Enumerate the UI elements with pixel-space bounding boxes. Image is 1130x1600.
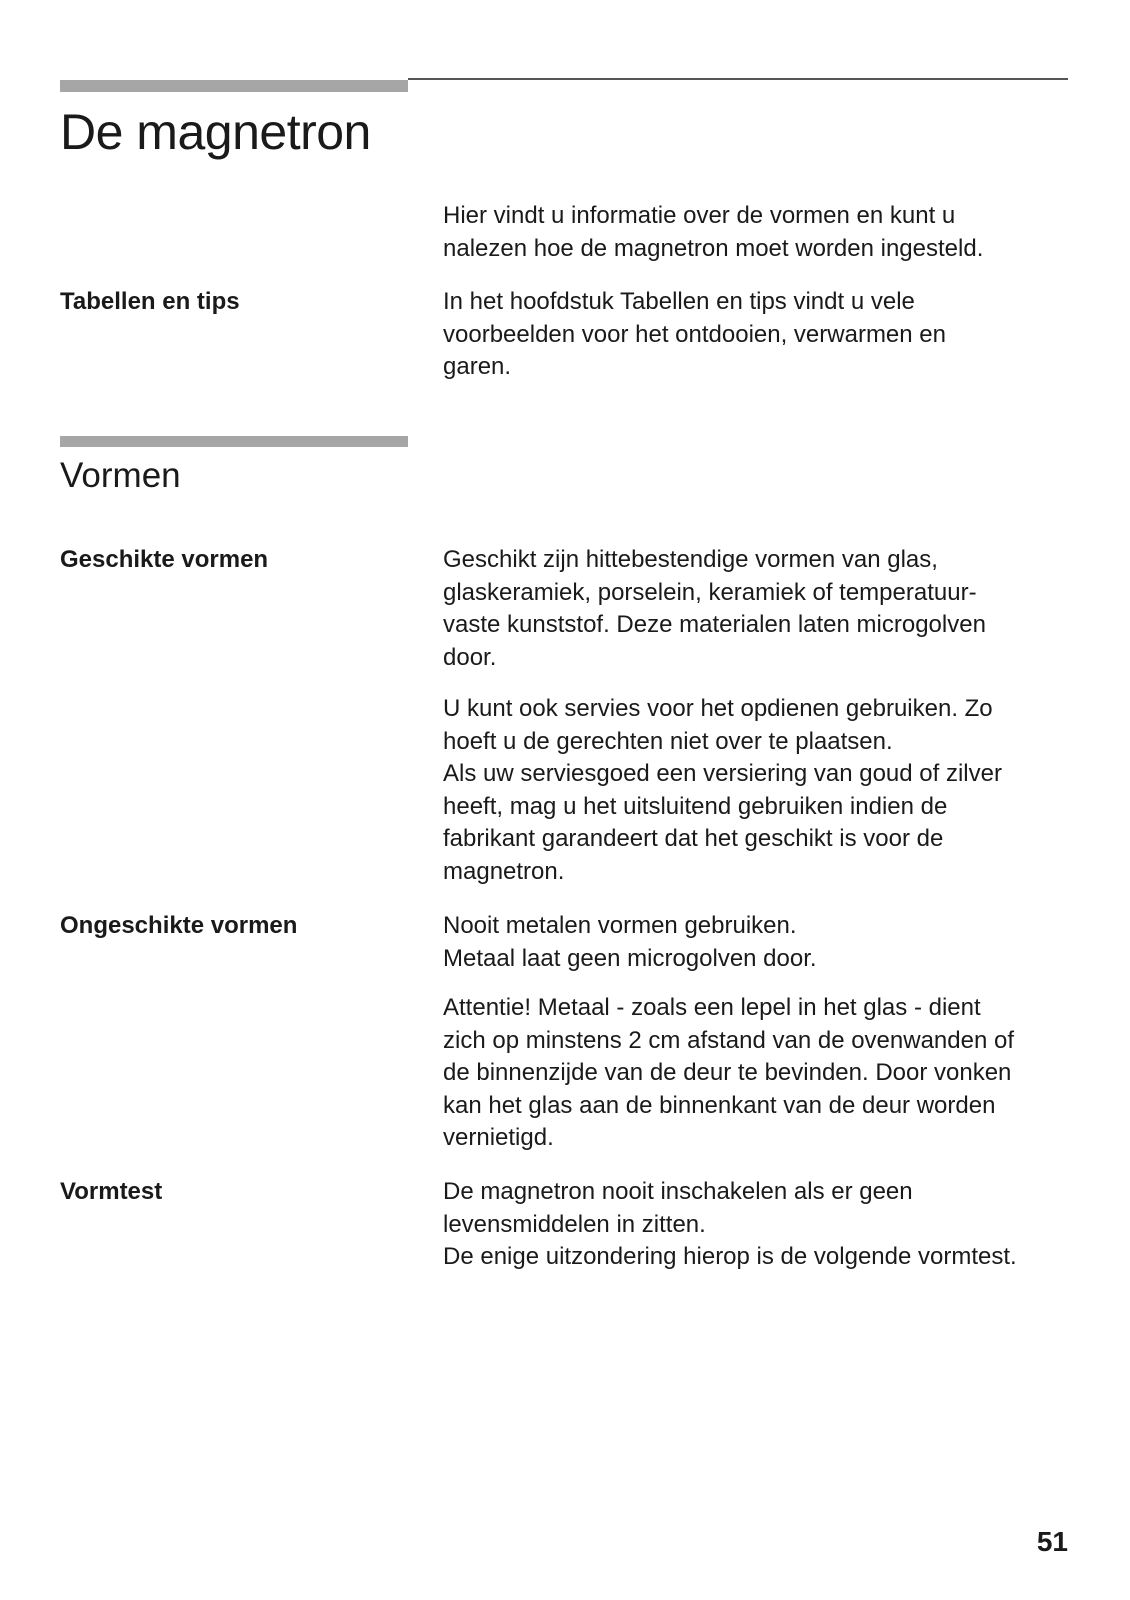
ongeschikte-paragraph-1 — [443, 910, 1083, 975]
page-number: 51 — [1036, 1526, 1068, 1557]
vormtest-paragraph — [443, 1176, 1083, 1274]
text-line: fabrikant garandeert dat het geschikt is voor de — [443, 825, 944, 852]
text-line: Attentie! Metaal - zoals een lepel in het glas - dient — [443, 994, 981, 1021]
section-title: Vormen — [60, 456, 181, 495]
label-vormtest: Vormtest — [60, 1178, 163, 1205]
text-line: hoeft u de gerechten niet over te plaatsen. — [443, 727, 893, 755]
text-line: door. — [443, 643, 497, 671]
geschikte-paragraph-1 — [443, 544, 1083, 674]
text-line: De enige uitzondering hierop is de volgende vormtest. — [443, 1243, 1017, 1270]
geschikte-paragraph-2 — [443, 693, 1083, 888]
text-line: vernietigd. — [443, 1124, 554, 1151]
text-line: voorbeelden voor het ontdooien, verwarmen en — [443, 320, 946, 348]
text-line: kan het glas aan de binnenkant van de deur worden — [443, 1091, 996, 1119]
label-tabellen-en-tips: Tabellen en tips — [60, 288, 240, 315]
text-line: glaskeramiek, porselein, keramiek of temperatuur- — [443, 578, 977, 606]
text-line: Geschikt zijn hittebestendige vormen van glas, — [443, 546, 938, 573]
text-line: vaste kunststof. Deze materialen laten microgolven — [443, 611, 986, 638]
text-line: magnetron. — [443, 857, 565, 885]
header-bar — [60, 80, 408, 92]
text-line: garen. — [443, 353, 512, 380]
text-line: Hier vindt u informatie over de vormen en kunt u — [443, 202, 956, 229]
text-line: De magnetron nooit inschakelen als er geen — [443, 1178, 913, 1205]
text-line: Metaal laat geen microgolven door. — [443, 944, 817, 972]
intro-paragraph — [443, 200, 1083, 265]
text-line: Als uw serviesgoed een versiering van goud of zilver — [443, 760, 1002, 787]
header-rule — [408, 78, 1068, 80]
text-line: In het hoofdstuk Tabellen en tips vindt u vele — [443, 288, 915, 315]
label-geschikte-vormen: Geschikte vormen — [60, 546, 269, 573]
label-ongeschikte-vormen: Ongeschikte vormen — [60, 912, 298, 939]
text-line: de binnenzijde van de deur te bevinden. Door vonken — [443, 1059, 1012, 1086]
text-line: heeft, mag u het uitsluitend gebruiken indien de — [443, 792, 948, 820]
text-line: levensmiddelen in zitten. — [443, 1210, 706, 1238]
text-line: nalezen hoe de magnetron moet worden ingesteld. — [443, 234, 984, 262]
text-line: zich op minstens 2 cm afstand van de ovenwanden of — [443, 1026, 1015, 1054]
ongeschikte-paragraph-2 — [443, 992, 1083, 1155]
section-bar — [60, 436, 408, 447]
text-line: U kunt ook servies voor het opdienen gebruiken. Zo — [443, 695, 993, 722]
text-line: Nooit metalen vormen gebruiken. — [443, 912, 797, 939]
tabellen-paragraph — [443, 286, 1083, 384]
page-title: De magnetron — [60, 104, 371, 160]
